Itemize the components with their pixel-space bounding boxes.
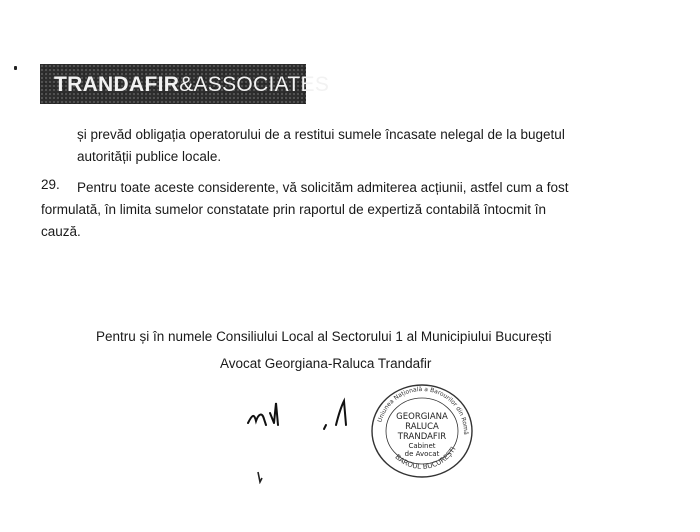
logo-suffix: &ASSOCIATES <box>179 73 330 96</box>
seal-bottom-text: BAROUL BUCUREȘTI <box>393 445 458 471</box>
seal-line-2: RALUCA <box>405 422 439 432</box>
scan-speck <box>14 66 17 70</box>
paragraph-continuation <box>77 124 565 168</box>
seal-line-5: de Avocat <box>404 450 440 458</box>
firm-logo <box>40 64 330 104</box>
text-line: autorității publice locale. <box>77 149 222 164</box>
handwritten-signature <box>240 395 370 435</box>
item-number: 29. <box>41 177 60 192</box>
lawyer-seal <box>364 381 480 481</box>
paragraph-29-first-line: Pentru toate aceste considerente, vă solicităm admiterea acțiunii, astfel cum a fost <box>77 180 569 195</box>
text-line: și prevăd obligația operatorului de a restitui sumele încasate nelegal de la bugetul <box>77 127 565 142</box>
seal-ring-text: Uniunea Națională a Barourilor din Româ <box>376 385 470 435</box>
seal-line-3: TRANDAFIR <box>397 432 447 442</box>
text-line: formulată, în limita sumelor constatate prin raportul de expertiză contabilă întocmit în <box>41 202 546 217</box>
logo-name: TRANDAFIR <box>54 73 180 96</box>
text-line: cauză. <box>41 224 81 239</box>
logo-text <box>54 73 329 97</box>
signatory-name: Avocat Georgiana-Raluca Trandafir <box>220 356 432 371</box>
paragraph-29-continuation <box>41 199 546 243</box>
seal-line-4: Cabinet <box>408 442 436 450</box>
seal-line-1: GEORGIANA <box>396 412 448 422</box>
ink-mark <box>256 470 266 484</box>
signatory-on-behalf: Pentru și în numele Consiliului Local al Sectorului 1 al Municipiului București <box>96 329 552 344</box>
